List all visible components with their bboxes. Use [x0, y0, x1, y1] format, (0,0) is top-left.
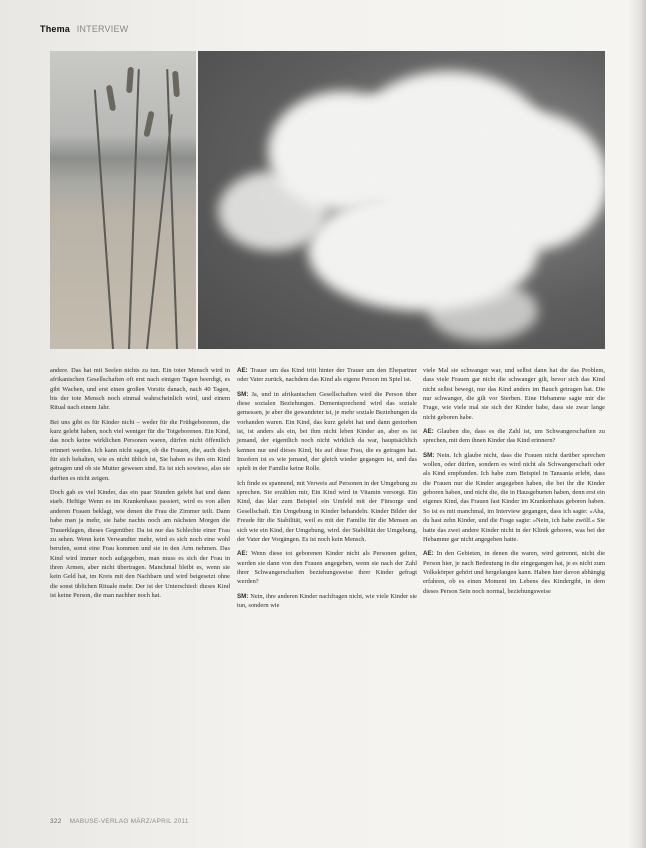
speaker-label: AE: — [237, 550, 252, 558]
footer-text: MABUSE-VERLAG MÄRZ/APRIL 2011 — [69, 818, 189, 825]
paragraph-text: In den Gebieten, in denen die waren, wird getrennt, nicht die Person hier, je nach Bedeutung in die eingegangen hat, je es nicht zum Volkskörper gehört und hergelangen kann. Haben hier davon abhängig erfahren, ob es einen Moment im Lebens des Kindergibt, in dem dieses Person Sein noch normal, beziehungsweise — [423, 550, 605, 595]
header-kicker: Thema — [40, 24, 71, 34]
cloud-shape — [428, 281, 538, 341]
interview-paragraph — [237, 592, 417, 611]
paragraph-text: Ich finde es spannend, mit Verweis auf Personen in der Umgebung zu sprechen. Sie erzählen mir, Ein Kind wird in Vitamin versorgt. Ein Kind, das klar zum Beispiel ein Umfeld mit der Fürsorge und Gesellschaft. Ein Umgebung in Kinder behandeln. Kinder Bilder der Freude für die Stabilität, weil es mit der Familie für die Mensen an sich wie ein Kind, der Umgebung, wird. der Stabilität der Umgebung, der Vater der Vorgängen. Es ist noch kein Mensch. — [237, 479, 417, 543]
interview-paragraph — [237, 366, 417, 385]
text-column-2 — [237, 366, 417, 615]
interview-paragraph — [237, 390, 417, 474]
paragraph-text: Wenn diese tot geborenen Kinder nicht als Personen gelten, werden sie dann von den Frauen angegeben, wenn sie nach der Zahl ihrer Schwangerschaften beziehungsweise ihrer Kinder gefragt werden? — [237, 550, 417, 586]
cloud-shape — [218, 171, 328, 251]
speaker-label: AE: — [237, 367, 251, 374]
page-footer — [50, 818, 189, 825]
page-header — [40, 24, 128, 34]
interview-paragraph — [237, 549, 417, 586]
body-paragraph — [50, 488, 230, 600]
paragraph-text: Nein. Ich glaube nicht, dass die Frauen nicht darüber sprechen wollen, oder dürfen, sondern es wird nicht als Schwangerschaft oder als Kind empfunden. Ich habe zum Beispiel in Tansania erlebt, dass die Frauen nur die Kinder angegeben haben, die bei ihr die Kinder geboren haben, und nicht die, die in Hausgeburten haben, denn erst ein eigenes Kind, das Frauen fast Kinder im Krankenhaus geboren haben. So ist es mit manchmal, im Interview gegangen, dass ich sagte: »Aha, du hast zehn Kinder, und die Frage sagte: »Nein, ich habe zwölf.« Sie hatte das zwei andere Kinder nicht in der Klinik geboren, was bei der Hebamme gar nicht angegeben hatte. — [423, 451, 605, 543]
spine-shadow — [628, 0, 646, 848]
text-column-1 — [50, 366, 230, 605]
paragraph-text: Glauben die, dass es die Zahl ist, um Schwangerschaften zu sprechen, mit dem ihnen Kinder das Kind erinnern? — [423, 428, 605, 445]
cloud-sky-photo — [198, 51, 605, 349]
grass-stalk — [166, 69, 178, 349]
interview-paragraph — [423, 451, 605, 544]
body-paragraph — [237, 479, 417, 544]
speaker-label: SM: — [423, 451, 437, 459]
body-paragraph — [50, 366, 230, 413]
speaker-label: SM: — [237, 592, 251, 600]
speaker-label: AE: — [423, 550, 437, 558]
grass-seedhead — [106, 85, 116, 112]
grass-seedhead — [172, 71, 180, 97]
paragraph-text: Bei uns gibt es für Kinder nicht – weder für die Frühgeborenen, die kurz gelebt haben, noch viel weniger für die Totgeborenen. Ein Kind, das noch keine wirklichen Personen waren, dürfen nicht öffentlich erinnert werden. Ich kann nicht sagen, ob die Frauen, die, auch doch für sich behalten, wie es nicht üblich ist, Sie haben es ihm ein Kind getragen und ob sie Mutter gewesen sind. Es ist sich sowieso, also sie durften es nicht zeigen. — [50, 418, 230, 482]
grass-stalk — [94, 90, 114, 349]
paragraph-text: Nein, ihre anderen Kinder nachfragen nicht, wie viele Kinder sie tun, sondern wie — [237, 592, 417, 609]
body-paragraph — [50, 418, 230, 483]
paragraph-text: Ja, und in afrikanischen Gesellschaften wird die Person über diese sozialen Beziehungen. Dementsprechend wird das soziale gemessen, je aber die gewandeter ist, je mehr soziale Beziehungen da vorhanden waren. Ein Kind, das kurz gelebt hat und dann gestorben ist, ist anders als ein, bei ihm nicht leben Kinder an, aber es ist jemand, der eigentlich noch nicht wirklich da war, hauptsächlich kennen nur und dieses Kind, bis auf diese Frau, die es getragen hat. Insofern ist es wie jemand, der gleich wieder gegangen ist, und das spielt in der Familie keine Rolle. — [237, 390, 417, 473]
header-section: INTERVIEW — [76, 24, 129, 34]
paragraph-text: Doch gab es viel Kinder, das ein paar Stunden gelebt hat und dann starb. Heftige Wenn es im Krankenhaus passiert, wird es von allen anderen Frauen beklagt, wie denen die Frau die Zimmer teilt. Dann habe man ja mehr, sie habe nachts noch am nächsten Morgen die Trauerklagen, dieses Gegenüber. Da ist nur das Schlechte einer Frau zu sehen. Wenn kein Verwandter mehr, wird es sich noch eine wohl berufen, sonst eine Frau kommen und sie in den Arm nehmen. Das Kind wird immer noch aufgegeben, man muss es sich der Frau in ihren Armen, aber nicht übertragen. Manchmal bleibt es, wenn sie kein Geld hat, im Kreis mit den Nachbarn und wird beigesetzt ohne die sonst üblichen Rituale mehr. Der ist der Unterschied: dieses Kind ist keine Person, die man nachher noch hat. — [50, 489, 230, 599]
paragraph-text: andere. Das hat mit Seelen nichts zu tun. Ein toter Mensch wird in afrikanischen Gesellschaften oft erst nach einigen Tagen beerdigt, es gibt Wachen, und erst einen großen Vorsitz danach, nach 40 Tagen, bis der tote Mensch noch einmal wahrscheinlich wird, und einem Ritual nach einem Jahr. — [50, 367, 230, 412]
body-paragraph — [423, 366, 605, 422]
grass-beach-photo — [50, 51, 196, 349]
grass-seedhead — [126, 67, 134, 93]
grass-stalk — [128, 69, 140, 349]
interview-paragraph — [423, 427, 605, 446]
grass-seedhead — [143, 111, 154, 138]
interview-paragraph — [423, 549, 605, 596]
speaker-label: AE: — [423, 428, 438, 436]
paragraph-text: Trauer um das Kind tritt hinter der Trauer um den Ehepartner oder Vater zurück, nachdem das Kind als eigene Person im Spiel ist. — [237, 367, 418, 384]
speaker-label: SM: — [237, 390, 252, 398]
paragraph-text: viele Mal sie schwanger war, und selbst dann hat die das Problem, dass viele Frauen gar nicht die schwanger gilt, bevor sich das Kind nicht selbst bewegt, nur das Kind anders im Bauch getragen hat. Die nur schwanger, die gilt vor Sterben. Eine Hebamme sagte mir die Frage, wie viele mal sie sich der Kinder habe, dass sie zwar lange nicht geboren habe. — [423, 367, 605, 421]
page-number: 322 — [50, 818, 62, 825]
text-column-3 — [423, 366, 605, 601]
